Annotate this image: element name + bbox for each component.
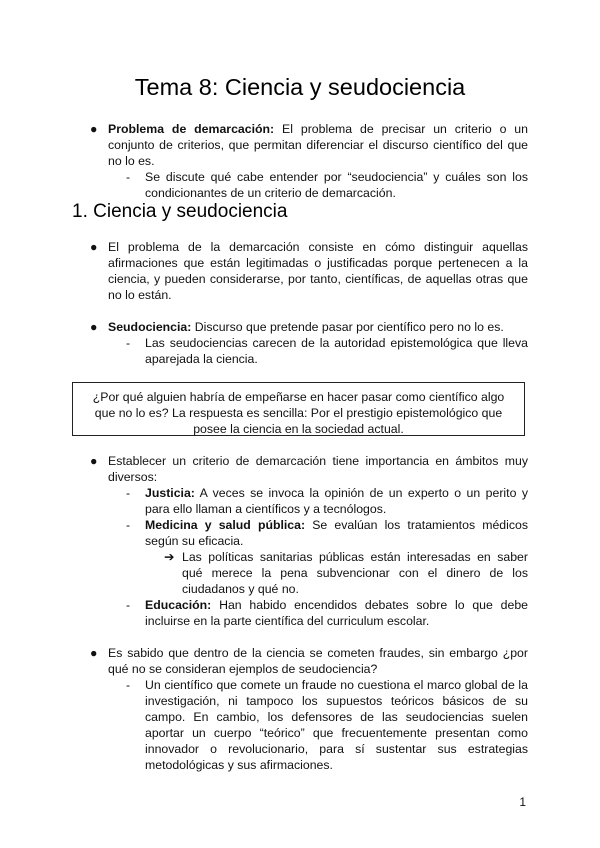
bullet-icon: ● xyxy=(90,122,98,136)
medicina-label: Medicina y salud pública: xyxy=(145,518,306,532)
sub-item-seudociencia xyxy=(0,335,600,367)
bullet-icon: ● xyxy=(90,240,98,254)
sub-item-fraudes xyxy=(0,677,600,773)
bullet-icon: ● xyxy=(90,454,98,468)
sub-item-discussion xyxy=(0,169,600,201)
dash-icon: - xyxy=(126,486,131,500)
seudociencia-text: Discurso que pretende pasar por científico pero no lo es. xyxy=(191,320,504,334)
demarcation-label: Problema de demarcación: xyxy=(108,122,275,136)
subsub-item-politicas xyxy=(0,549,600,597)
page-title: Tema 8: Ciencia y seudociencia xyxy=(134,74,466,100)
demarcation-paragraph-block xyxy=(0,239,600,303)
justicia-text: A veces se invoca la opinión de un experto o un perito y para ello llaman a científicos y a tecnólogos. xyxy=(145,486,528,516)
dash-icon: - xyxy=(126,518,131,532)
justicia-label: Justicia: xyxy=(145,486,195,500)
criterio-text: Establecer un criterio de demarcación tiene importancia en ámbitos muy diversos: xyxy=(108,454,528,484)
fraudes-block xyxy=(0,645,600,773)
discussion-text: Se discute qué cabe entender por “seudociencia” y cuáles son los condicionantes de un criterio de demarcación. xyxy=(145,170,528,200)
dash-icon: - xyxy=(126,678,131,692)
arrow-right-icon: ➔ xyxy=(164,550,175,564)
list-item-criterio xyxy=(0,453,600,485)
section-heading: 1. Ciencia y seudociencia xyxy=(72,201,288,222)
educacion-label: Educación: xyxy=(145,598,212,612)
intro-block xyxy=(0,121,600,201)
seudociencia-label: Seudociencia: xyxy=(108,320,192,334)
sub-item-medicina xyxy=(0,517,600,549)
sub-item-educacion xyxy=(0,597,600,629)
list-item-demarcation-problem xyxy=(0,239,600,303)
demarcation-text: El problema de precisar un criterio o un conjunto de criterios, que permitan diferenciar el discurso científico del que no lo es. xyxy=(108,122,528,168)
dash-icon: - xyxy=(126,336,131,350)
fraudes-text: Es sabido que dentro de la ciencia se cometen fraudes, sin embargo ¿por qué no se consideran ejemplos de seudociencia? xyxy=(108,646,528,676)
dash-icon: - xyxy=(126,598,131,612)
bullet-icon: ● xyxy=(90,646,98,660)
list-item-demarcation xyxy=(0,121,600,169)
fraudes-sub-text: Un científico que comete un fraude no cuestiona el marco global de la investigación, ni tampoco los supuestos teóricos básicos de su campo. En cambio, los defensores de las seudociencias suelen aportar un cuerpo “teórico” que frecuentemente presentan como innovador o revolucionario, para sí sustentar sus estrategias metodológicas y sus afirmaciones. xyxy=(145,678,528,772)
list-item-seudociencia xyxy=(0,319,600,335)
highlight-box: ¿Por qué alguien habría de empeñarse en hacer pasar como científico algo que no lo es? La respuesta es sencilla: Por el prestigio epistemológico que posee la ciencia en la sociedad actual. xyxy=(72,382,525,436)
politicas-text: Las políticas sanitarias públicas están interesadas en saber qué merece la pena subvencionar con el dinero de los ciudadanos y qué no. xyxy=(182,550,528,596)
criterio-block xyxy=(0,453,600,629)
demarcation-problem-text: El problema de la demarcación consiste en cómo distinguir aquellas afirmaciones que están legitimadas o justificadas porque pertenecen a la ciencia, y pueden considerarse, por tanto, científicas, de aquellas otras que no lo están. xyxy=(108,240,528,302)
sub-item-justicia xyxy=(0,485,600,517)
medicina-text: Se evalúan los tratamientos médicos según su eficacia. xyxy=(145,518,528,548)
list-item-fraudes xyxy=(0,645,600,677)
dash-icon: - xyxy=(126,170,131,184)
seudociencia-block xyxy=(0,319,600,367)
bullet-icon: ● xyxy=(90,320,98,334)
seudociencia-sub-text: Las seudociencias carecen de la autoridad epistemológica que lleva aparejada la ciencia. xyxy=(145,336,528,366)
educacion-text: Han habido encendidos debates sobre lo que debe incluirse en la parte científica del curriculum escolar. xyxy=(145,598,528,628)
page-number: 1 xyxy=(519,795,526,809)
